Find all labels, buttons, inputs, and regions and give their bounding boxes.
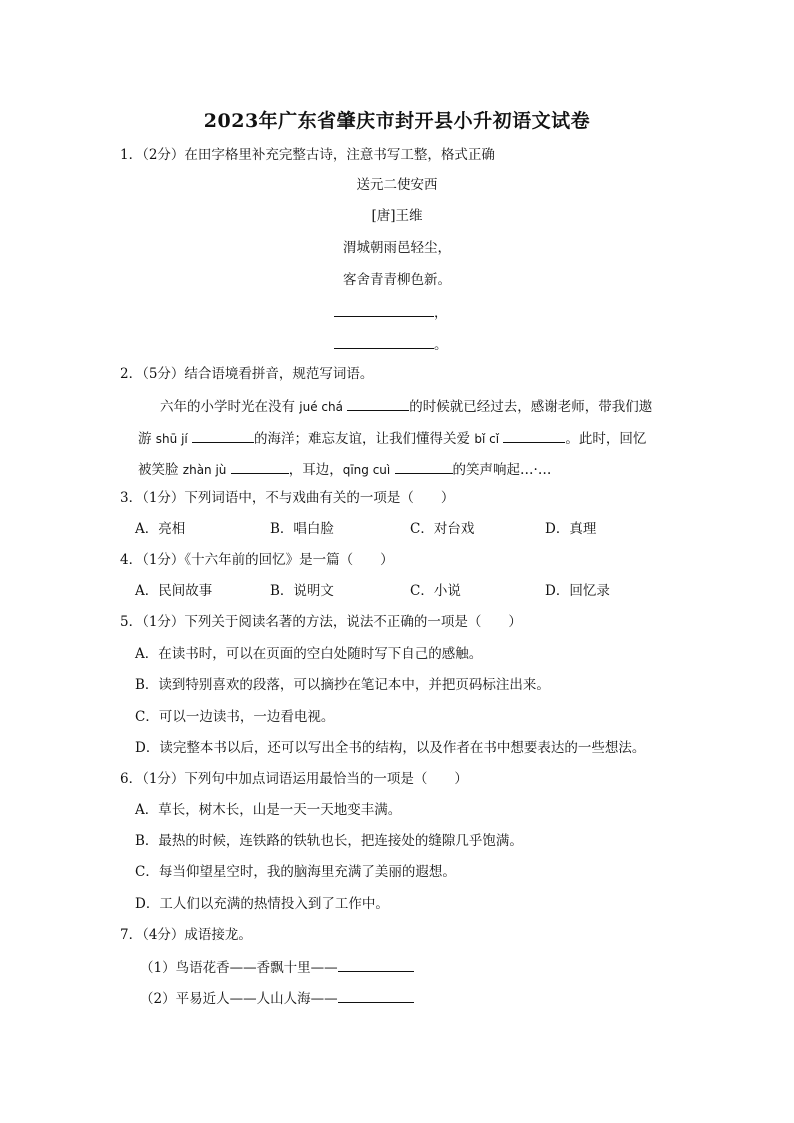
idiom-chain: （1）鸟语花香——香飘十里——: [140, 960, 338, 976]
answer-blank[interactable]: [395, 458, 453, 474]
question-1-stem: 1．（2分）在田字格里补充完整古诗，注意书写工整，格式正确: [120, 147, 495, 163]
answer-blank[interactable]: [347, 395, 409, 411]
pinyin-hint: shū jí: [155, 432, 188, 446]
question-7-stem: 7．（4分）成语接龙。: [120, 927, 252, 943]
poem-title: 送元二使安西: [356, 177, 438, 193]
question-7-item-1: [140, 956, 414, 978]
page-title: 2023年广东省肇庆市封开县小升初语文试卷: [203, 110, 591, 132]
question-5-option-d[interactable]: D．读完整本书以后，还可以写出全书的结构，以及作者在书中想要表达的一些想法。: [135, 740, 646, 756]
pinyin-hint: jué chá: [299, 400, 343, 414]
question-4-stem: 4．（1分）《十六年前的回忆》是一篇（ ）: [120, 552, 394, 568]
question-3-option-a[interactable]: A．亮相: [135, 521, 186, 537]
pinyin-hint: qīng cuì: [342, 463, 391, 477]
question-6-option-b[interactable]: B．最热的时候，连铁路的铁轨也长，把连接处的缝隙几乎饱满。: [135, 833, 523, 849]
question-6-option-a[interactable]: A．草长，树木长，山是一天一天地变丰满。: [135, 802, 402, 818]
poem-line-4-answer[interactable]: [334, 333, 448, 355]
question-7-item-2: [140, 987, 414, 1009]
answer-blank[interactable]: [338, 956, 414, 972]
punctuation: ，: [434, 305, 448, 321]
question-2-paragraph-line-1: [160, 395, 652, 417]
passage-text: 被笑脸: [138, 462, 179, 478]
poem-line-2: 客舍青青柳色新。: [343, 272, 451, 288]
question-4-option-c[interactable]: C．小说: [410, 583, 461, 599]
passage-text: ，耳边，: [288, 462, 343, 478]
punctuation: 。: [434, 337, 448, 353]
question-3-option-b[interactable]: B．唱白脸: [270, 521, 334, 537]
question-6-option-c[interactable]: C．每当仰望星空时，我的脑海里充满了美丽的遐想。: [135, 864, 456, 880]
answer-blank[interactable]: [334, 301, 434, 317]
question-5-stem: 5．（1分）下列关于阅读名著的方法，说法不正确的一项是（ ）: [120, 614, 522, 630]
pinyin-hint: zhàn jù: [182, 463, 227, 477]
question-5-option-c[interactable]: C．可以一边读书，一边看电视。: [135, 709, 335, 725]
question-2-paragraph-line-2: [138, 427, 646, 449]
passage-text: 游: [138, 431, 152, 447]
passage-text: 六年的小学时光在没有: [160, 399, 295, 415]
question-3-option-d[interactable]: D．真理: [545, 521, 597, 537]
passage-text: 的笑声响起…·…: [452, 462, 552, 478]
question-5-option-a[interactable]: A．在读书时，可以在页面的空白处随时写下自己的感触。: [135, 646, 483, 662]
question-3-option-c[interactable]: C．对台戏: [410, 521, 475, 537]
question-6-stem: 6．（1分）下列句中加点词语运用最恰当的一项是（ ）: [120, 771, 468, 787]
question-4-option-d[interactable]: D．回忆录: [545, 583, 610, 599]
question-2-stem: 2．（5分）结合语境看拼音，规范写词语。: [120, 366, 374, 382]
question-2-paragraph-line-3: [138, 458, 551, 480]
pinyin-hint: bǐ cǐ: [474, 432, 500, 446]
answer-blank[interactable]: [334, 333, 434, 349]
answer-blank[interactable]: [338, 987, 414, 1003]
answer-blank[interactable]: [503, 427, 565, 443]
question-5-option-b[interactable]: B．读到特别喜欢的段落，可以摘抄在笔记本中，并把页码标注出来。: [135, 677, 550, 693]
idiom-chain: （2）平易近人——人山人海——: [140, 991, 338, 1007]
poem-line-3-answer[interactable]: [334, 301, 448, 323]
question-4-option-a[interactable]: A．民间故事: [135, 583, 213, 599]
poem-author: [唐]王维: [371, 208, 423, 224]
poem-line-1: 渭城朝雨邑轻尘，: [343, 240, 451, 256]
passage-text: 的时候就已经过去，感谢老师，带我们遨: [409, 399, 653, 415]
question-3-stem: 3．（1分）下列词语中，不与戏曲有关的一项是（ ）: [120, 490, 455, 506]
passage-text: 的海洋；难忘友谊，让我们懂得关爱: [254, 431, 471, 447]
question-4-option-b[interactable]: B．说明文: [270, 583, 334, 599]
passage-text: 。此时，回忆: [565, 431, 647, 447]
question-6-option-d[interactable]: D．工人们以充满的热情投入到了工作中。: [135, 896, 389, 912]
answer-blank[interactable]: [231, 458, 289, 474]
answer-blank[interactable]: [192, 427, 254, 443]
